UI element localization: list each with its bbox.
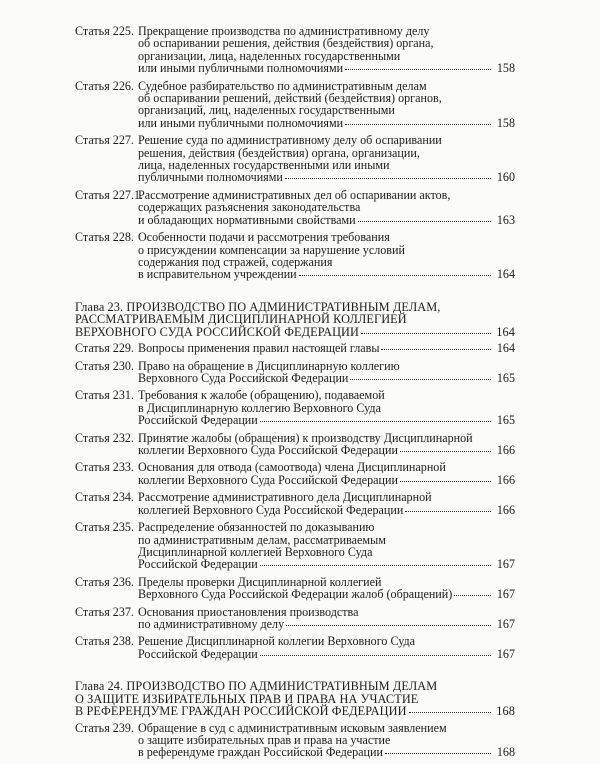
dot-leader <box>381 349 491 350</box>
article-title <box>138 231 515 281</box>
toc-entry <box>75 576 515 601</box>
toc-entry <box>75 80 515 130</box>
article-number: Статья 232. <box>75 430 134 445</box>
chapter-23-heading <box>75 301 515 339</box>
toc-entry <box>75 25 515 75</box>
article-title-line: о защите избирательных прав и права на участие <box>138 733 391 748</box>
article-number: Статья 233. <box>75 460 134 475</box>
toc-entry <box>75 635 515 660</box>
page-number: 165 <box>496 371 515 386</box>
dot-leader <box>285 178 491 179</box>
dot-leader <box>260 655 491 656</box>
dot-leader <box>299 275 491 276</box>
page-number: 167 <box>496 587 515 602</box>
article-title <box>138 80 515 130</box>
toc-entry <box>75 389 515 426</box>
dot-leader <box>385 753 491 754</box>
toc-entry <box>75 606 515 631</box>
article-number: Статья 227. <box>75 133 134 148</box>
toc-section-chapter-23 <box>75 342 515 660</box>
article-title-line: Прекращение производства по административному делу <box>138 24 430 38</box>
article-title <box>138 606 515 631</box>
article-number: Статья 235. <box>75 520 134 535</box>
article-title-line: или иными публичными полномочиями 158 <box>138 115 515 130</box>
chapter-24-heading <box>75 680 515 718</box>
toc-entry <box>75 722 515 759</box>
article-title-line: Право на обращение в Дисциплинарную коллегию <box>138 358 400 373</box>
article-title-line: Верховного Суда Российской Федерации 165 <box>138 371 515 386</box>
page-number: 167 <box>496 646 515 661</box>
article-title-line: Основания приостановления производства <box>138 604 359 619</box>
article-title-line: Верховного Суда Российской Федерации жалоб (обращений) 167 <box>138 587 515 602</box>
page-number: 164 <box>496 324 515 339</box>
article-title-line: Дисциплинарной коллегией Верховного Суда <box>138 544 373 559</box>
toc-section-chapter-24 <box>75 722 515 759</box>
dot-leader <box>454 595 491 596</box>
dot-leader <box>361 333 491 334</box>
article-number: Статья 239. <box>75 720 134 735</box>
article-title <box>138 134 515 184</box>
chapter-title-line: Глава 24. ПРОИЗВОДСТВО ПО АДМИНИСТРАТИВНЫМ ДЕЛАМ <box>75 679 438 694</box>
article-title-line: Особенности подачи и рассмотрения требования <box>138 230 390 245</box>
dot-leader <box>345 69 491 70</box>
article-title <box>138 722 515 759</box>
page-number: 163 <box>496 212 515 227</box>
article-title <box>138 576 515 601</box>
article-title <box>138 461 515 486</box>
article-number: Статья 236. <box>75 574 134 589</box>
toc-entry <box>75 231 515 281</box>
article-number: Статья 238. <box>75 634 134 649</box>
article-title-line: об оспаривании решения, действия (бездействия) органа, <box>138 36 434 51</box>
toc-entry <box>75 432 515 457</box>
article-title <box>138 189 515 226</box>
page-number: 158 <box>496 61 515 76</box>
dot-leader <box>350 379 491 380</box>
page-number: 166 <box>496 472 515 487</box>
page-number: 166 <box>496 443 515 458</box>
article-title <box>138 432 515 457</box>
article-title-line: коллегии Верховного Суда Российской Федерации 166 <box>138 472 515 487</box>
article-title-line: или иными публичными полномочиями 158 <box>138 61 515 76</box>
dot-leader <box>358 221 491 222</box>
page-number: 168 <box>496 745 515 760</box>
article-title <box>138 521 515 571</box>
toc-entry <box>75 189 515 226</box>
article-title-line: по административному делу 167 <box>138 616 515 631</box>
toc-section-chapter-22-end <box>75 25 515 281</box>
table-of-contents <box>75 25 515 764</box>
article-number: Статья 237. <box>75 604 134 619</box>
toc-entry <box>75 134 515 184</box>
dot-leader <box>400 481 491 482</box>
article-number: Статья 226. <box>75 78 134 93</box>
article-title-line: содержания под стражей, содержания <box>138 254 333 269</box>
dot-leader <box>260 421 491 422</box>
toc-entry <box>75 360 515 385</box>
article-title-line: Решение Дисциплинарной коллегии Верховного Суда <box>138 634 416 649</box>
page-number: 164 <box>496 341 515 356</box>
article-title <box>138 25 515 75</box>
article-title-line: публичными полномочиями 160 <box>138 170 515 185</box>
article-title-line: Требования к жалобе (обращению), подаваемой <box>138 388 385 403</box>
article-title-line: в референдуме граждан Российской Федерации 168 <box>138 745 515 760</box>
article-title <box>138 360 515 385</box>
article-number: Статья 231. <box>75 388 134 403</box>
article-title <box>138 342 515 354</box>
article-title-line: в Дисциплинарную коллегию Верховного Суда <box>138 400 381 415</box>
chapter-title-line: Глава 23. ПРОИЗВОДСТВО ПО АДМИНИСТРАТИВНЫМ ДЕЛАМ, <box>75 299 441 314</box>
article-title <box>138 389 515 426</box>
chapter-title-line: В РЕФЕРЕНДУМЕ ГРАЖДАН РОССИЙСКОЙ ФЕДЕРАЦИИ 168 <box>75 704 515 719</box>
article-title-line: Рассмотрение административных дел об оспаривании актов, <box>138 187 451 202</box>
article-number: Статья 229. <box>75 341 134 356</box>
dot-leader <box>345 124 491 125</box>
dot-leader <box>260 565 491 566</box>
article-title-line: Принятие жалобы (обращения) к производству Дисциплинарной <box>138 430 473 445</box>
article-title-line: об оспаривании решений, действий (бездействия) органов, <box>138 91 442 106</box>
article-title <box>138 635 515 660</box>
chapter-title-line: РАССМАТРИВАЕМЫМ ДИСЦИПЛИНАРНОЙ КОЛЛЕГИЕЙ <box>75 312 407 327</box>
article-title-line: Решение суда по административному делу об оспаривании <box>138 133 442 148</box>
chapter-title-line: О ЗАЩИТЕ ИЗБИРАТЕЛЬНЫХ ПРАВ И ПРАВА НА УЧАСТИЕ <box>75 691 419 706</box>
article-number: Статья 225. <box>75 24 134 38</box>
article-number: Статья 228. <box>75 230 134 245</box>
article-title-line: и обладающих нормативными свойствами 163 <box>138 212 515 227</box>
page-number: 164 <box>496 267 515 282</box>
article-title-line: Распределение обязанностей по доказыванию <box>138 520 375 535</box>
toc-entry <box>75 461 515 486</box>
article-title-line: Российской Федерации 167 <box>138 646 515 661</box>
article-title-line: организаций, лиц, наделенных государственными <box>138 103 395 118</box>
article-number: Статья 234. <box>75 490 134 505</box>
article-title-line: о присуждении компенсации за нарушение условий <box>138 242 405 257</box>
article-title-line: лица, наделенных государственными или иными <box>138 158 390 173</box>
article-title-line: Российской Федерации 165 <box>138 413 515 428</box>
page-number: 158 <box>496 115 515 130</box>
article-title-line: организации, лица, наделенных государственными <box>138 48 401 63</box>
toc-entry <box>75 521 515 571</box>
page-number: 166 <box>496 502 515 517</box>
article-title-line: Основания для отвода (самоотвода) члена Дисциплинарной <box>138 460 446 475</box>
article-title-line: Вопросы применения правил настоящей главы 164 <box>138 341 515 356</box>
article-title-line: Обращение в суд с административным исковым заявлением <box>138 720 447 735</box>
article-title-line: коллегией Верховного Суда Российской Федерации 166 <box>138 502 515 517</box>
dot-leader <box>405 511 491 512</box>
article-title-line: в исправительном учреждении 164 <box>138 267 515 282</box>
article-title <box>138 491 515 516</box>
article-title-line: содержащих разъяснения законодательства <box>138 200 361 215</box>
article-title-line: Пределы проверки Дисциплинарной коллегией <box>138 574 382 589</box>
page-number: 165 <box>496 413 515 428</box>
dot-leader <box>400 451 491 452</box>
dot-leader <box>409 712 491 713</box>
page-number: 168 <box>496 704 515 719</box>
toc-entry <box>75 491 515 516</box>
chapter-title-line: ВЕРХОВНОГО СУДА РОССИЙСКОЙ ФЕДЕРАЦИИ 164 <box>75 324 515 339</box>
article-number: Статья 227.1. <box>75 187 144 202</box>
page-number: 167 <box>496 616 515 631</box>
page-number: 167 <box>496 557 515 572</box>
article-number: Статья 230. <box>75 358 134 373</box>
page-number: 160 <box>496 170 515 185</box>
toc-entry <box>75 342 515 354</box>
article-title-line: коллегии Верховного Суда Российской Федерации 166 <box>138 443 515 458</box>
article-title-line: решения, действия (бездействия) органа, организации, <box>138 145 420 160</box>
article-title-line: Рассмотрение административного дела Дисциплинарной <box>138 490 432 505</box>
article-title-line: по административным делам, рассматриваемым <box>138 532 386 547</box>
article-title-line: Российской Федерации 167 <box>138 557 515 572</box>
dot-leader <box>286 625 491 626</box>
article-title-line: Судебное разбирательство по административным делам <box>138 78 427 93</box>
